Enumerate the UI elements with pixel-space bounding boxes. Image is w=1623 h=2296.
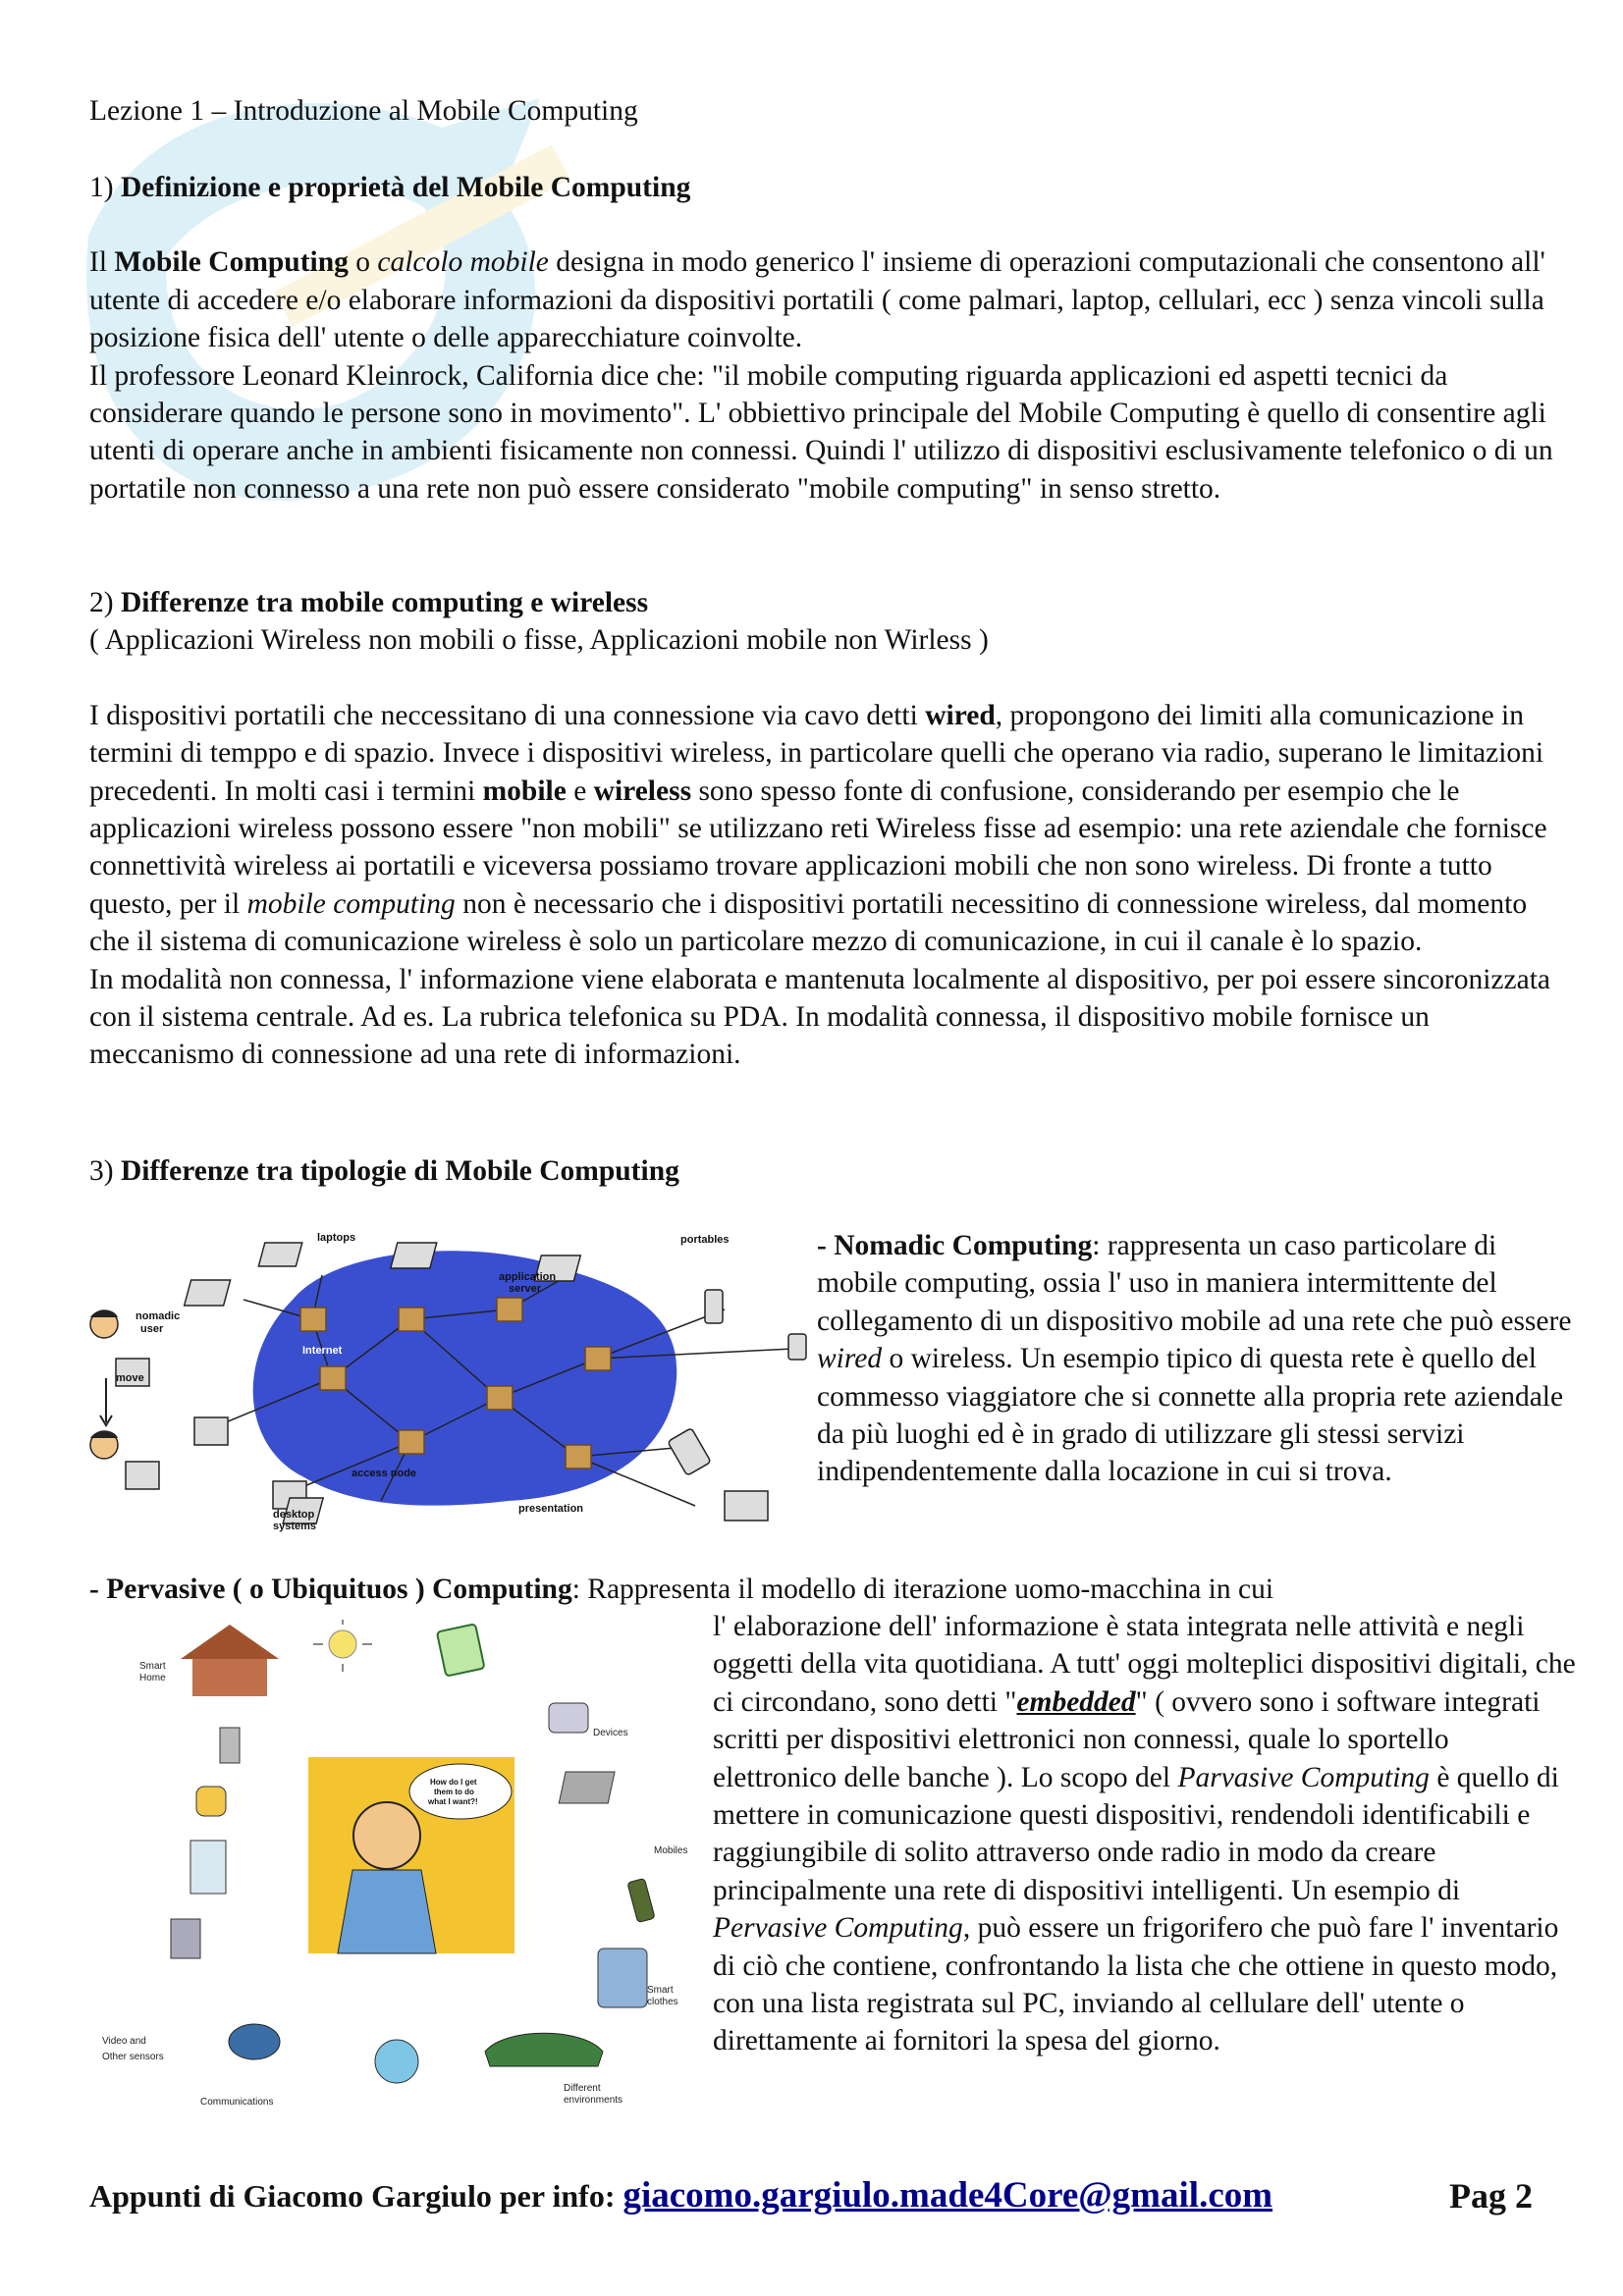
fridge-icon xyxy=(190,1841,226,1894)
footer-credit: Appunti di Giacomo Gargiulo per info: xyxy=(89,2178,623,2214)
pervasive-paragraph: l' elaborazione dell' informazione è stata integrata nelle attività e negli oggetti della vita quotidiana. A tutt' oggi molteplici dispositivi digitali, che ci circondano, sono detti "embedded" ( ovvero sono i software integrati scritti per dispositivi elettronici non connessi, quale lo sportello elettronico delle banche ). Lo scopo del Parvasive Computing è quello di mettere in comunicazione questi dispositivi, rendendoli identificabili e raggiungibile di solito attraverso onde radio in modo da creare principalmente una rete di dispositivi intelligenti. Un esempio di Pervasive Computing, può essere un frigorifero che può fare l' inventario di ciò che contiene, confrontando la lista che che ottiene in questo modo, con una lista registrata sul PC, inviando al cellulare dell' utente o direttamente ai fornitori la spesa del giorno. xyxy=(713,1611,1576,2057)
label-portables: portables xyxy=(680,1234,730,1246)
section-2-subtitle: ( Applicazioni Wireless non mobili o fisse, Applicazioni mobile non Wirless ) xyxy=(89,624,989,657)
section-1-number: 1) xyxy=(89,172,114,203)
term-calcolo-mobile: calcolo mobile xyxy=(377,246,549,279)
toaster-icon xyxy=(196,1787,226,1816)
footer-email-link[interactable]: giacomo.gargiulo.made4Core@gmail.com xyxy=(622,2175,1273,2216)
section-1-title: Definizione e proprietà del Mobile Computing xyxy=(120,172,691,203)
term-mobile-computing: Mobile Computing xyxy=(114,246,349,279)
satellite-dish-icon xyxy=(375,2040,418,2083)
bubble-line-2: them to do xyxy=(434,1788,474,1796)
center-cartoon xyxy=(308,1757,514,1953)
section-1-heading xyxy=(89,169,1562,206)
term-nomadic-computing: - Nomadic Computing xyxy=(817,1230,1093,1261)
sun-sensor-icon xyxy=(313,1620,372,1672)
page-footer xyxy=(89,2177,1533,2226)
bubble-line-1: How do I get xyxy=(430,1778,477,1787)
label-other-sensors: Other sensors xyxy=(102,2052,164,2062)
washing-machine-icon xyxy=(171,1919,200,1958)
term-pervasive-computing-italic: Pervasive Computing xyxy=(713,1912,963,1945)
section-2 xyxy=(89,584,1562,1074)
label-access-node: access node xyxy=(352,1468,417,1479)
label-user: user xyxy=(140,1323,164,1335)
section-1-paragraph-1: Il Mobile Computing o calcolo mobile designa in modo generico l' insieme di operazioni computazionali che consentono all' utente di accedere e/o elaborare informazioni da dispositivi portatili ( come palmari, laptop, cellulari, ecc ) senza vincoli sulla posizione fisica dell' utente o delle apparecchiature coinvolte. xyxy=(89,246,1545,354)
label-devices: Devices xyxy=(593,1728,628,1738)
term-parvasive-computing: Parvasive Computing xyxy=(1177,1761,1430,1793)
label-smart-2: Smart xyxy=(647,1985,674,1996)
term-mobile: mobile xyxy=(482,774,567,807)
nomadic-users xyxy=(90,1310,118,1460)
laptop-icon xyxy=(559,1772,615,1803)
section-3-heading xyxy=(89,1152,1562,1190)
term-wireless: wireless xyxy=(593,774,692,807)
page-number: Pag 2 xyxy=(1449,2176,1533,2216)
term-wired: wired xyxy=(925,699,996,731)
term-wired-italic: wired xyxy=(817,1343,883,1375)
term-mobile-computing-italic: mobile computing xyxy=(246,887,456,920)
label-presentation: presentation xyxy=(518,1503,584,1515)
pervasive-heading-line: - Pervasive ( o Ubiquituos ) Computing: Rappresenta il modello di iterazione uomo-macchina in cui xyxy=(89,1574,1274,1605)
label-nomadic: nomadic xyxy=(135,1310,181,1322)
label-application: application xyxy=(499,1271,557,1283)
section-2-heading xyxy=(89,584,1562,621)
label-smart: Smart xyxy=(139,1661,166,1672)
smart-home-icon xyxy=(181,1625,279,1696)
lesson-title: Lezione 1 – Introduzione al Mobile Computing xyxy=(89,95,638,127)
label-server: server xyxy=(509,1283,542,1295)
label-different: Different xyxy=(564,2083,601,2094)
nomadic-network-figure xyxy=(86,1231,813,1535)
printer-icon xyxy=(549,1703,588,1733)
section-2-paragraph-2: In modalità non connessa, l' informazione viene elaborata e mantenuta localmente al dispositivo, per poi essere sincoronizzata con il sistema centrale. Ad es. La rubrica telefonica su PDA. In modalità connessa, il dispositivo mobile fornisce un meccanismo di connessione ad una rete di informazioni. xyxy=(89,963,1550,1071)
nomadic-paragraph: - Nomadic Computing: rappresenta un caso particolare di mobile computing, ossia l' uso in maniera intermittente del collegamento di un dispositivo mobile ad una rete che può essere wired o wireless. Un esempio tipico di questa rete è quello del commesso viaggiatore che si connette alla propria rete aziendale da più luoghi ed è in grado di utilizzare gli stessi servizi indipendentemente dalla locazione in cui si trova. xyxy=(817,1230,1572,1488)
label-environments: environments xyxy=(564,2095,623,2106)
label-clothes: clothes xyxy=(647,1997,678,2007)
mobile-phone-icon xyxy=(627,1878,655,1922)
label-move: move xyxy=(116,1372,144,1384)
calendar-icon xyxy=(437,1624,485,1676)
label-laptops: laptops xyxy=(317,1232,356,1244)
section-2-title: Differenze tra mobile computing e wireless xyxy=(120,587,649,618)
label-mobiles: Mobiles xyxy=(654,1845,688,1856)
label-video-and: Video and xyxy=(102,2036,146,2047)
term-pervasive-computing: - Pervasive ( o Ubiquituos ) Computing xyxy=(89,1574,572,1605)
section-2-paragraph-1: I dispositivi portatili che neccessitano di una connessione via cavo detti wired, propongono dei limiti alla comunicazione in termini di temppo e di spazio. Invece i dispositivi wireless, in particolare quelli che operano via radio, superano le limitazioni precedenti. In molti casi i termini mobile e wireless sono spesso fonte di confusione, considerando per esempio che le applicazioni wireless possono essere "non mobili" se utilizzano reti Wireless fisse ad esempio: una rete aziendale che fornisce connettività wireless ai portatili e viceversa possiamo trovare applicazioni mobili che non sono wireless. Di fronte a tutto questo, per il mobile computing non è necessario che i dispositivi portatili necessitino di connessione wireless, dal momento che il sistema di comunicazione wireless è solo un particolare mezzo di comunicazione, in cui il canale è lo spazio. xyxy=(89,699,1547,958)
car-icon xyxy=(485,2033,603,2066)
label-home: Home xyxy=(139,1673,166,1683)
label-systems: systems xyxy=(273,1521,317,1532)
section-2-number: 2) xyxy=(89,587,114,618)
heater-icon xyxy=(220,1728,240,1763)
label-communications: Communications xyxy=(200,2097,274,2108)
term-embedded: embedded xyxy=(1016,1685,1136,1718)
section-1 xyxy=(89,169,1562,507)
label-internet: Internet xyxy=(302,1345,343,1357)
smart-clothes-icon xyxy=(598,1949,647,2007)
section-1-paragraph-2: Il professore Leonard Kleinrock, California dice che: "il mobile computing riguarda applicazioni ed aspetti tecnici da considerare quando le persone sono in movimento". L' obbiettivo principale del Mobile Computing è quello di consentire agli utenti di operare anche in ambienti fisicamente non connessi. Quindi l' utilizzo di dispositivi esclusivamente telefonico o di un portatile non connesso a una rete non può essere considerato "mobile computing" in senso stretto. xyxy=(89,359,1553,505)
pervasive-computing-figure xyxy=(102,1620,701,2120)
label-desktop: desktop xyxy=(273,1509,315,1521)
section-3-title: Differenze tra tipologie di Mobile Computing xyxy=(120,1155,679,1187)
bubble-line-3: what I want?! xyxy=(428,1797,478,1806)
section-3-number: 3) xyxy=(89,1155,114,1187)
internet-cloud xyxy=(253,1251,677,1505)
binoculars-icon xyxy=(229,2024,280,2059)
